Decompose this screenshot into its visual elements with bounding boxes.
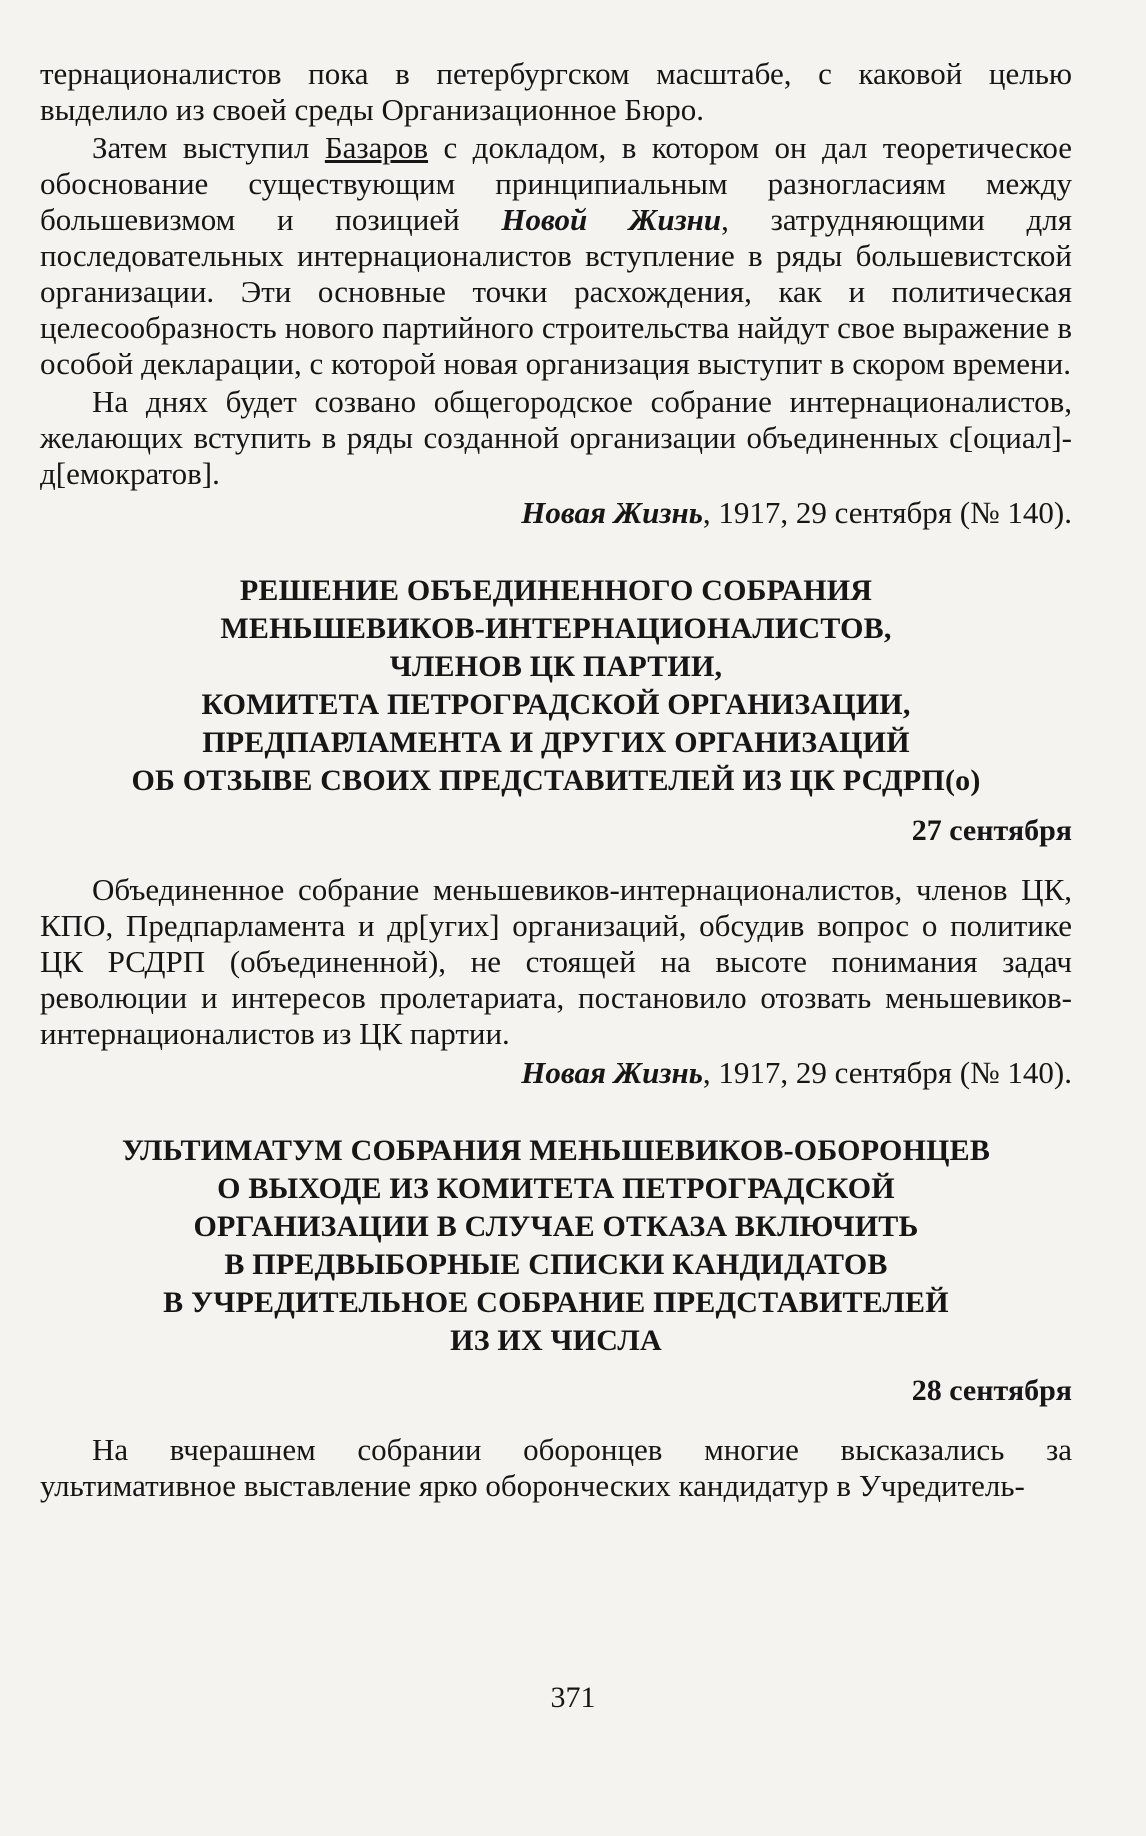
section-heading-ultimatum (40, 1132, 1072, 1360)
source-citation-1 (40, 494, 1072, 532)
heading-line: ЧЛЕНОВ ЦК ПАРТИИ, (389, 650, 723, 683)
heading-line: В ПРЕДВЫБОРНЫЕ СПИСКИ КАНДИДАТОВ (224, 1248, 888, 1281)
source-details: , 1917, 29 сентября (№ 140). (702, 1055, 1072, 1090)
section-heading-decision (40, 572, 1072, 800)
newspaper-name: Новой Жизни (501, 202, 722, 237)
text-fragment: Затем выступил (92, 130, 325, 165)
heading-line: ОБ ОТЗЫВЕ СВОИХ ПРЕДСТАВИТЕЛЕЙ ИЗ ЦК РСДРП(о) (131, 764, 981, 797)
paragraph-ultimatum-body: На вчерашнем собрании оборонцев многие высказались за ультимативное выставление ярко оборонческих кандидатур в Учредитель- (40, 1432, 1072, 1503)
paragraph-bazarov-report (40, 130, 1072, 382)
heading-line: О ВЫХОДЕ ИЗ КОМИТЕТА ПЕТРОГРАДСКОЙ (217, 1172, 895, 1205)
heading-line: ОРГАНИЗАЦИИ В СЛУЧАЕ ОТКАЗА ВКЛЮЧИТЬ (193, 1210, 919, 1243)
paragraph-city-meeting: На днях будет созвано общегородское собрание интернационалистов, желающих вступить в ряды созданной организации объединенных с[оциал]-д[емократов]. (40, 384, 1072, 491)
heading-line: КОМИТЕТА ПЕТРОГРАДСКОЙ ОРГАНИЗАЦИИ, (201, 688, 911, 721)
person-name-bazarov: Базаров (324, 130, 429, 165)
section-date-27: 27 сентября (911, 814, 1072, 847)
source-newspaper: Новая Жизнь (521, 495, 703, 530)
paragraph-continuation: тернационалистов пока в петербургском масштабе, с каковой целью выделило из своей среды Организационное Бюро. (40, 56, 1072, 127)
source-citation-2 (40, 1054, 1072, 1092)
heading-line: РЕШЕНИЕ ОБЪЕДИНЕННОГО СОБРАНИЯ (239, 574, 873, 607)
heading-line: ИЗ ИХ ЧИСЛА (450, 1324, 662, 1357)
text-fragment: с докладом, в котором он дал теоретическое обоснование существующим принципиальным разногласиям между большевизмом и позицией (40, 130, 1072, 237)
document-page (40, 56, 1072, 1504)
heading-line: УЛЬТИМАТУМ СОБРАНИЯ МЕНЬШЕВИКОВ-ОБОРОНЦЕВ (121, 1134, 991, 1167)
source-details: , 1917, 29 сентября (№ 140). (702, 495, 1072, 530)
section-date-28: 28 сентября (911, 1374, 1072, 1407)
heading-line: В УЧРЕДИТЕЛЬНОЕ СОБРАНИЕ ПРЕДСТАВИТЕЛЕЙ (163, 1286, 949, 1319)
paragraph-decision-body: Объединенное собрание меньшевиков-интернационалистов, членов ЦК, КПО, Предпарламента и др[угих] организаций, обсудив вопрос о политике ЦК РСДРП (объединенной), не стоящей на высоте понимания задач революции и интересов пролетариата, постановило отозвать меньшевиков-интернационалистов из ЦК партии. (40, 872, 1072, 1051)
page-number: 371 (550, 1681, 596, 1714)
text-fragment: , затрудняющими для последовательных интернационалистов вступление в ряды большевистской организации. Эти основные точки расхождения, как и политическая целесообразность нового партийного строительства найдут свое выражение в особой декларации, с которой новая организация выступит в скором времени. (40, 202, 1072, 381)
heading-line: МЕНЬШЕВИКОВ-ИНТЕРНАЦИОНАЛИСТОВ, (220, 612, 892, 645)
heading-line: ПРЕДПАРЛАМЕНТА И ДРУГИХ ОРГАНИЗАЦИЙ (202, 726, 910, 759)
source-newspaper: Новая Жизнь (521, 1055, 703, 1090)
